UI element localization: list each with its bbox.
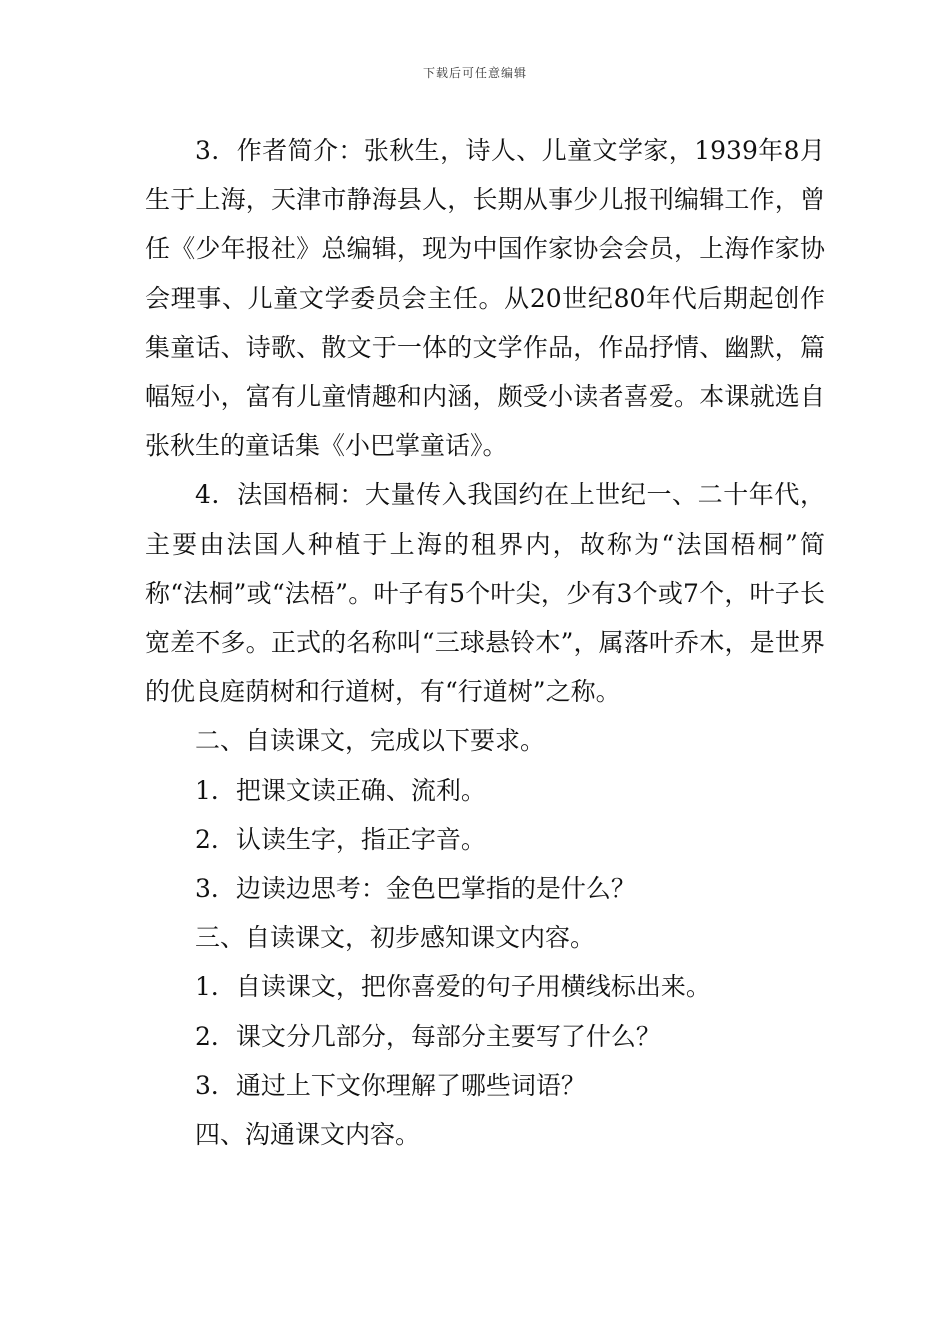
author-intro-paragraph: 3．作者简介：张秋生，诗人、儿童文学家，1939年8月生于上海，天津市静海县人，长期从事少儿报刊编辑工作，曾任《少年报社》总编辑，现为中国作家协会会员，上海作家协会理事、儿童文学委员会主任。从20世纪80年代后期起创作集童话、诗歌、散文于一体的文学作品，作品抒情、幽默，篇幅短小，富有儿童情趣和内涵，颇受小读者喜爱。本课就选自张秋生的童话集《小巴掌童话》。 xyxy=(145,136,825,461)
document-body xyxy=(145,126,825,1159)
section-two-heading: 二、自读课文，完成以下要求。 xyxy=(195,726,546,756)
section-three-item-1: 1．自读课文，把你喜爱的句子用横线标出来。 xyxy=(195,972,711,1002)
section-three-item-2: 2．课文分几部分，每部分主要写了什么？ xyxy=(195,1021,661,1051)
section-four-heading: 四、沟通课文内容。 xyxy=(195,1120,421,1150)
section-two-item-3: 3．边读边思考：金色巴掌指的是什么？ xyxy=(195,874,636,904)
section-two-item-2: 2．认读生字，指正字音。 xyxy=(195,824,486,854)
section-three-heading: 三、自读课文，初步感知课文内容。 xyxy=(195,923,596,953)
section-two-item-1: 1．把课文读正确、流利。 xyxy=(195,775,486,805)
plane-tree-paragraph: 4．法国梧桐：大量传入我国约在上世纪一、二十年代，主要由法国人种植于上海的租界内，故称为“法国梧桐”简称“法桐”或“法梧”。叶子有5个叶尖，少有3个或7个，叶子长宽差不多。正式的名称叫“三球悬铃木”，属落叶乔木，是世界的优良庭荫树和行道树，有“行道树”之称。 xyxy=(145,480,825,707)
section-three-item-3: 3．通过上下文你理解了哪些词语？ xyxy=(195,1070,586,1100)
page-header-note: 下载后可任意编辑 xyxy=(422,66,527,80)
